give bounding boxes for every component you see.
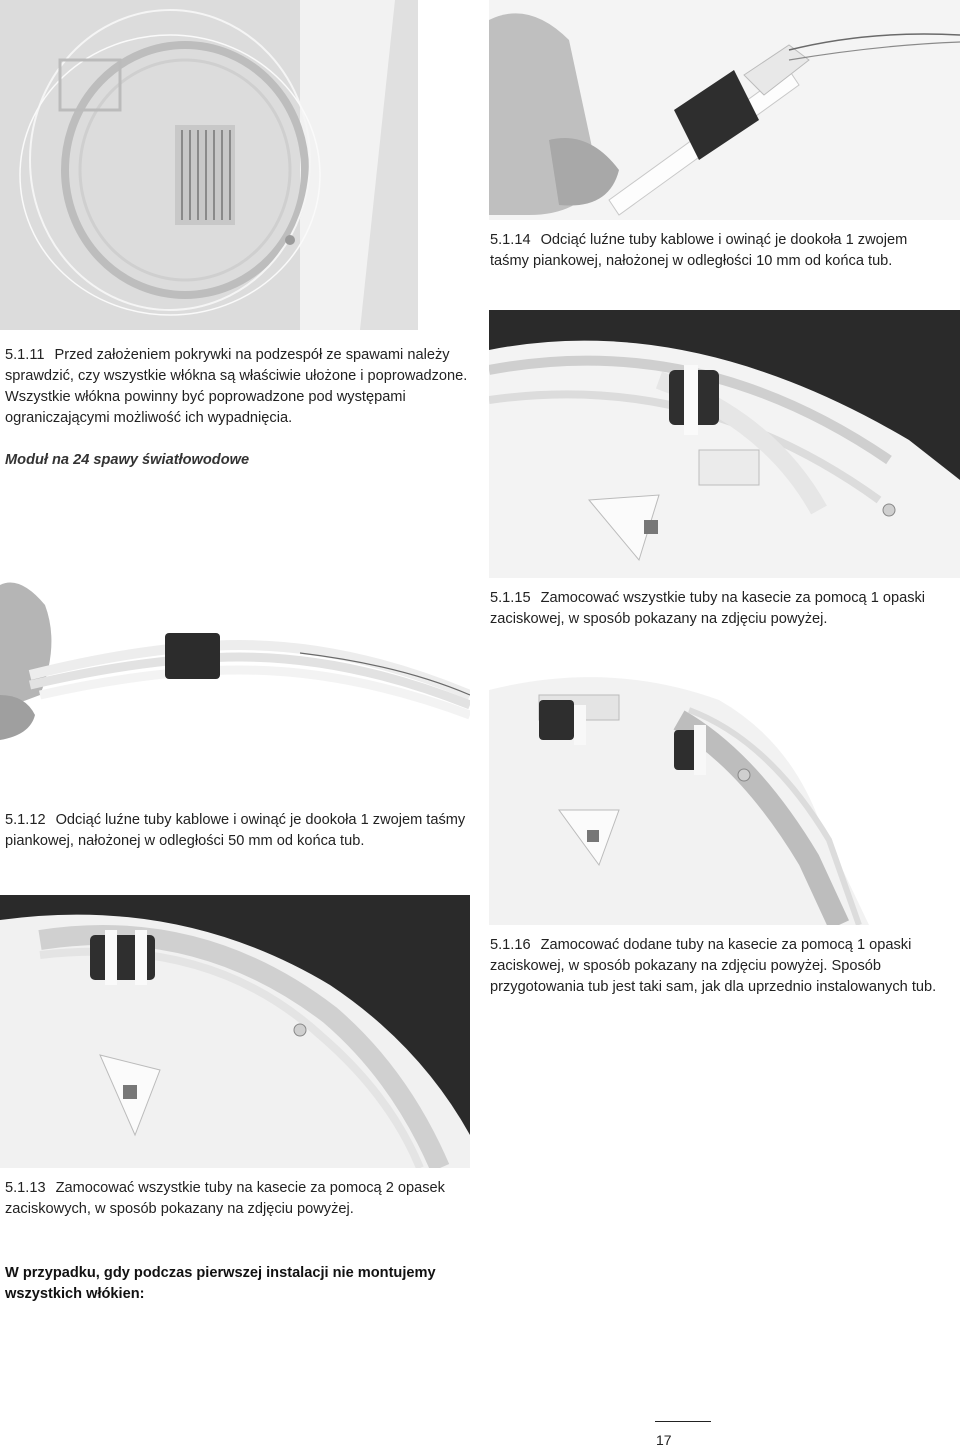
- step-5-1-15: [490, 588, 950, 630]
- step-5-1-11: [5, 345, 475, 429]
- step-text: Zamocować wszystkie tuby na kasecie za pomocą 1 opaski zaciskowej, w sposób pokazany na zdjęciu powyżej.: [490, 590, 926, 627]
- photo-splice-tray: [0, 0, 418, 330]
- step-text: Zamocować dodane tuby na kasecie za pomocą 1 opaski zaciskowej, w sposób pokazany na zdjęciu powyżej. Sposób przygotowania tub jest taki sam, jak dla uprzednio instalowanych tub.: [490, 937, 937, 995]
- step-5-1-13: [5, 1178, 475, 1220]
- step-5-1-12: [5, 810, 475, 852]
- step-number: 5.1.14: [490, 232, 531, 248]
- photo-tubes-foam-tape-50mm: [0, 495, 470, 775]
- step-text: Odciąć luźne tuby kablowe i owinąć je dookoła 1 zwojem taśmy piankowej, nałożonej w odległości 10 mm od końca tub.: [490, 232, 908, 269]
- step-5-1-16: [490, 935, 950, 998]
- step-number: 5.1.16: [490, 937, 531, 953]
- page-number: 17: [656, 1432, 672, 1448]
- step-5-1-14: [490, 230, 950, 272]
- step-number: 5.1.12: [5, 812, 46, 828]
- photo-tray-one-tie: [489, 310, 960, 578]
- step-number: 5.1.11: [5, 347, 45, 363]
- step-number: 5.1.13: [5, 1180, 46, 1196]
- step-text: Odciąć luźne tuby kablowe i owinąć je dookoła 1 zwojem taśmy piankowej, nałożonej w odległości 50 mm od końca tub.: [5, 812, 466, 849]
- photo-tube-foam-tape-10mm: [489, 0, 960, 220]
- photo-tray-two-opaski: [0, 895, 470, 1168]
- section-subheading: Moduł na 24 spawy światłowodowe: [5, 452, 250, 468]
- step-text: Zamocować wszystkie tuby na kasecie za pomocą 2 opasek zaciskowych, w sposób pokazany na zdjęciu powyżej.: [5, 1180, 445, 1217]
- photo-tray-two-ties: [489, 660, 960, 925]
- installation-note: W przypadku, gdy podczas pierwszej instalacji nie montujemy wszystkich włókien:: [5, 1265, 436, 1302]
- step-number: 5.1.15: [490, 590, 531, 606]
- step-text: Przed założeniem pokrywki na podzespół ze spawami należy sprawdzić, czy wszystkie włókna są właściwie ułożone i poprowadzone. Wszystkie włókna powinny być poprowadzone pod występami ograniczającymi możliwość ich wypadnięcia.: [5, 347, 468, 426]
- page-number-rule: [655, 1421, 711, 1422]
